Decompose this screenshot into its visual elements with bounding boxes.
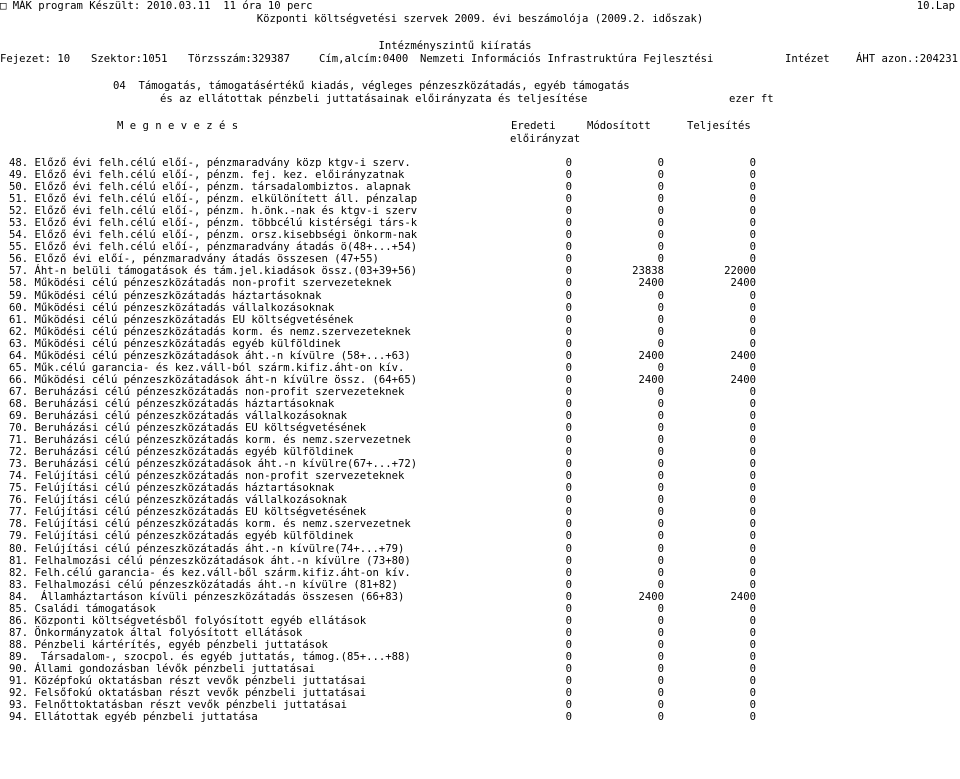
row-label: 56. Előző évi előí-, pénzmaradvány átadás összesen (47+55) [9, 253, 379, 266]
cim-label: Cím,alcím:0400 [319, 53, 409, 65]
teljesites-value: 0 [749, 434, 756, 447]
teljesites-value: 0 [749, 687, 756, 700]
teljesites-value: 0 [749, 518, 756, 531]
table-row [0, 241, 960, 253]
teljesites-value: 22000 [724, 265, 756, 278]
teljesites-value: 0 [749, 614, 756, 627]
modositott-value: 0 [657, 446, 664, 459]
eredeti-value: 0 [565, 602, 572, 615]
aht-azonosito: ÁHT azon.:204231 [855, 53, 958, 65]
eredeti-value: 0 [565, 422, 572, 435]
table-row [0, 265, 960, 277]
row-label: 75. Felújítási célú pénzeszközátadás háztartásoknak [9, 482, 335, 495]
row-label: 87. Önkormányzatok által folyósított ellátások [9, 626, 303, 639]
column-header-modositott-2: előirányzat [510, 133, 581, 145]
modositott-value: 0 [657, 687, 664, 700]
modositott-value: 0 [657, 229, 664, 242]
row-label: 93. Felnőttoktatásban részt vevők pénzbeli juttatásai [9, 699, 348, 712]
table-row [0, 711, 960, 723]
eredeti-value: 0 [565, 590, 572, 603]
row-label: 50. Előző évi felh.célú előí-, pénzm. társadalombiztos. alapnak [9, 181, 411, 194]
intezmeny-name: Nemzeti Információs Infrastruktúra Fejlesztési [420, 53, 714, 65]
eredeti-value: 0 [565, 241, 572, 254]
table-row [0, 374, 960, 386]
modositott-value: 0 [657, 614, 664, 627]
row-label: 71. Beruházási célú pénzeszközátadás korm. és nemz.szervezetnek [9, 434, 411, 447]
row-label: 77. Felújítási célú pénzeszközátadás EU költségvetésének [9, 506, 367, 519]
table-row [0, 530, 960, 542]
table-row [0, 615, 960, 627]
eredeti-value: 0 [565, 193, 572, 206]
eredeti-value: 0 [565, 470, 572, 483]
modositott-value: 0 [657, 301, 664, 314]
modositott-value: 0 [657, 361, 664, 374]
eredeti-value: 0 [565, 385, 572, 398]
table-row [0, 687, 960, 699]
modositott-value: 0 [657, 638, 664, 651]
eredeti-value: 0 [565, 482, 572, 495]
teljesites-value: 0 [749, 554, 756, 567]
teljesites-value: 0 [749, 361, 756, 374]
eredeti-value: 0 [565, 313, 572, 326]
teljesites-value: 0 [749, 482, 756, 495]
eredeti-value: 0 [565, 650, 572, 663]
modositott-value: 0 [657, 602, 664, 615]
teljesites-value: 0 [749, 422, 756, 435]
modositott-value: 2400 [638, 277, 664, 290]
table-row [0, 302, 960, 314]
modositott-value: 0 [657, 181, 664, 194]
modositott-value: 0 [657, 313, 664, 326]
eredeti-value: 0 [565, 675, 572, 688]
teljesites-value: 0 [749, 205, 756, 218]
table-row [0, 482, 960, 494]
teljesites-value: 0 [749, 711, 756, 724]
modositott-value: 0 [657, 241, 664, 254]
page-number: 10.Lap [916, 0, 955, 12]
modositott-value: 2400 [638, 590, 664, 603]
teljesites-value: 0 [749, 301, 756, 314]
row-label: 57. Áht-n belüli támogatások és tám.jel.kiadások össz.(03+39+56) [9, 265, 418, 278]
column-header-eredeti: Eredeti [511, 120, 556, 132]
teljesites-value: 0 [749, 181, 756, 194]
eredeti-value: 0 [565, 349, 572, 362]
modositott-value: 0 [657, 518, 664, 531]
row-label: 64. Működési célú pénzeszközátadások áht.-n kívülre (58+...+63) [9, 349, 411, 362]
modositott-value: 0 [657, 482, 664, 495]
teljesites-value: 0 [749, 385, 756, 398]
data-table [0, 157, 960, 723]
modositott-value: 0 [657, 530, 664, 543]
row-label: 65. Műk.célú garancia- és kez.váll-ból szárm.kifiz.áht-on kív. [9, 361, 405, 374]
teljesites-value: 0 [749, 229, 756, 242]
modositott-value: 2400 [638, 349, 664, 362]
eredeti-value: 0 [565, 542, 572, 555]
table-row [0, 169, 960, 181]
eredeti-value: 0 [565, 494, 572, 507]
row-label: 67. Beruházási célú pénzeszközátadás non-profit szervezeteknek [9, 385, 405, 398]
table-row [0, 157, 960, 169]
modositott-value: 0 [657, 578, 664, 591]
eredeti-value: 0 [565, 157, 572, 169]
table-row [0, 470, 960, 482]
eredeti-value: 0 [565, 662, 572, 675]
teljesites-value: 0 [749, 530, 756, 543]
column-header-modositott: Módosított [587, 120, 651, 132]
modositott-value: 0 [657, 253, 664, 266]
eredeti-value: 0 [565, 446, 572, 459]
table-row [0, 458, 960, 470]
modositott-value: 0 [657, 193, 664, 206]
teljesites-value: 0 [749, 169, 756, 182]
eredeti-value: 0 [565, 638, 572, 651]
eredeti-value: 0 [565, 253, 572, 266]
teljesites-value: 0 [749, 325, 756, 338]
table-row [0, 386, 960, 398]
modositott-value: 0 [657, 626, 664, 639]
row-label: 53. Előző évi felh.célú előí-, pénzm. többcélú kistérségi társ-k [9, 217, 418, 230]
eredeti-value: 0 [565, 205, 572, 218]
modositott-value: 0 [657, 675, 664, 688]
teljesites-value: 0 [749, 193, 756, 206]
teljesites-value: 0 [749, 638, 756, 651]
row-label: 69. Beruházási célú pénzeszközátadás vállalkozásoknak [9, 409, 348, 422]
report-subtitle: Intézményszintű kiíratás [378, 40, 532, 52]
table-row [0, 699, 960, 711]
table-row [0, 555, 960, 567]
row-label: 66. Működési célú pénzeszközátadások áht-n kívülre össz. (64+65) [9, 373, 418, 386]
eredeti-value: 0 [565, 554, 572, 567]
row-label: 74. Felújítási célú pénzeszközátadás non-profit szervezeteknek [9, 470, 405, 483]
modositott-value: 0 [657, 157, 664, 169]
table-row [0, 326, 960, 338]
teljesites-value: 2400 [730, 277, 756, 290]
table-row [0, 446, 960, 458]
table-row [0, 579, 960, 591]
eredeti-value: 0 [565, 566, 572, 579]
eredeti-value: 0 [565, 626, 572, 639]
table-row [0, 627, 960, 639]
row-label: 79. Felújítási célú pénzeszközátadás egyéb külföldinek [9, 530, 354, 543]
eredeti-value: 0 [565, 325, 572, 338]
modositott-value: 0 [657, 337, 664, 350]
eredeti-value: 0 [565, 699, 572, 712]
eredeti-value: 0 [565, 458, 572, 471]
modositott-value: 0 [657, 542, 664, 555]
table-row [0, 193, 960, 205]
modositott-value: 0 [657, 422, 664, 435]
intezet-label: Intézet [785, 53, 830, 65]
report-title: Központi költségvetési szervek 2009. évi beszámolója (2009.2. időszak) [256, 13, 704, 25]
table-row [0, 651, 960, 663]
teljesites-value: 0 [749, 253, 756, 266]
modositott-value: 0 [657, 385, 664, 398]
eredeti-value: 0 [565, 687, 572, 700]
modositott-value: 0 [657, 397, 664, 410]
table-row [0, 663, 960, 675]
eredeti-value: 0 [565, 614, 572, 627]
teljesites-value: 0 [749, 289, 756, 302]
row-label: 58. Működési célú pénzeszközátadás non-profit szervezeteknek [9, 277, 392, 290]
modositott-value: 0 [657, 409, 664, 422]
fejezet-label: Fejezet: 10 [0, 53, 71, 65]
row-label: 68. Beruházási célú pénzeszközátadás háztartásoknak [9, 397, 335, 410]
szektor-label: Szektor:1051 [91, 53, 168, 65]
table-row [0, 639, 960, 651]
eredeti-value: 0 [565, 337, 572, 350]
modositott-value: 0 [657, 325, 664, 338]
table-row [0, 422, 960, 434]
eredeti-value: 0 [565, 277, 572, 290]
eredeti-value: 0 [565, 711, 572, 724]
eredeti-value: 0 [565, 530, 572, 543]
teljesites-value: 0 [749, 397, 756, 410]
table-row [0, 494, 960, 506]
eredeti-value: 0 [565, 434, 572, 447]
modositott-value: 0 [657, 458, 664, 471]
modositott-value: 0 [657, 494, 664, 507]
row-label: 82. Felh.célú garancia- és kez.váll-ből szárm.kifiz.áht-on kív. [9, 566, 411, 579]
table-row [0, 362, 960, 374]
row-label: 63. Működési célú pénzeszközátadás egyéb külföldinek [9, 337, 341, 350]
table-row [0, 675, 960, 687]
section-title-line2: és az ellátottak pénzbeli juttatásainak előirányzata és teljesítése [160, 93, 588, 105]
table-row [0, 217, 960, 229]
row-label: 83. Felhalmozási célú pénzeszközátadás áht.-n kívülre (81+82) [9, 578, 399, 591]
table-row [0, 410, 960, 422]
row-label: 72. Beruházási célú pénzeszközátadás egyéb külföldinek [9, 446, 354, 459]
eredeti-value: 0 [565, 578, 572, 591]
table-row [0, 506, 960, 518]
row-label: 91. Középfokú oktatásban részt vevők pénzbeli juttatásai [9, 675, 367, 688]
table-row [0, 591, 960, 603]
teljesites-value: 0 [749, 578, 756, 591]
table-row [0, 398, 960, 410]
row-label: 54. Előző évi felh.célú előí-, pénzm. orsz.kisebbségi önkorm-nak [9, 229, 418, 242]
table-row [0, 567, 960, 579]
row-label: 94. Ellátottak egyéb pénzbeli juttatása [9, 711, 258, 724]
row-label: 90. Állami gondozásban lévők pénzbeli juttatásai [9, 662, 316, 675]
eredeti-value: 0 [565, 518, 572, 531]
modositott-value: 0 [657, 662, 664, 675]
eredeti-value: 0 [565, 409, 572, 422]
unit-label: ezer ft [729, 93, 774, 105]
modositott-value: 0 [657, 711, 664, 724]
teljesites-value: 0 [749, 699, 756, 712]
eredeti-value: 0 [565, 229, 572, 242]
table-row [0, 290, 960, 302]
row-label: 49. Előző évi felh.célú előí-, pénzm. fej. kez. előirányzatnak [9, 169, 405, 182]
eredeti-value: 0 [565, 506, 572, 519]
row-label: 89. Társadalom-, szocpol. és egyéb juttatás, támog.(85+...+88) [9, 650, 411, 663]
table-row [0, 434, 960, 446]
row-label: 86. Központi költségvetésből folyósított egyéb ellátások [9, 614, 367, 627]
modositott-value: 23838 [632, 265, 664, 278]
row-label: 88. Pénzbeli kártérítés, egyéb pénzbeli juttatások [9, 638, 328, 651]
eredeti-value: 0 [565, 397, 572, 410]
teljesites-value: 0 [749, 662, 756, 675]
teljesites-value: 0 [749, 313, 756, 326]
torzsszam-label: Törzsszám:329387 [188, 53, 291, 65]
row-label: 59. Működési célú pénzeszközátadás háztartásoknak [9, 289, 322, 302]
teljesites-value: 0 [749, 409, 756, 422]
section-title-line1: 04 Támogatás, támogatásértékű kiadás, végleges pénzeszközátadás, egyéb támogatás [113, 80, 630, 92]
table-row [0, 338, 960, 350]
row-label: 81. Felhalmozási célú pénzeszközátadások áht.-n kívülre (73+80) [9, 554, 411, 567]
eredeti-value: 0 [565, 265, 572, 278]
teljesites-value: 0 [749, 566, 756, 579]
modositott-value: 0 [657, 554, 664, 567]
eredeti-value: 0 [565, 361, 572, 374]
teljesites-value: 0 [749, 337, 756, 350]
modositott-value: 0 [657, 434, 664, 447]
row-label: 70. Beruházási célú pénzeszközátadás EU költségvetésének [9, 422, 367, 435]
teljesites-value: 0 [749, 675, 756, 688]
teljesites-value: 0 [749, 157, 756, 169]
row-label: 80. Felújítási célú pénzeszközátadás áht.-n kívülre(74+...+79) [9, 542, 405, 555]
teljesites-value: 0 [749, 626, 756, 639]
teljesites-value: 0 [749, 458, 756, 471]
teljesites-value: 2400 [730, 349, 756, 362]
teljesites-value: 0 [749, 650, 756, 663]
eredeti-value: 0 [565, 289, 572, 302]
modositott-value: 0 [657, 650, 664, 663]
table-row [0, 253, 960, 265]
row-label: 78. Felújítási célú pénzeszközátadás korm. és nemz.szervezetnek [9, 518, 411, 531]
table-row [0, 181, 960, 193]
eredeti-value: 0 [565, 169, 572, 182]
row-label: 55. Előző évi felh.célú előí-, pénzmaradvány átadás ö(48+...+54) [9, 241, 418, 254]
row-label: 73. Beruházási célú pénzeszközátadások áht.-n kívülre(67+...+72) [9, 458, 418, 471]
modositott-value: 2400 [638, 373, 664, 386]
eredeti-value: 0 [565, 373, 572, 386]
row-label: 60. Működési célú pénzeszközátadás vállalkozásoknak [9, 301, 335, 314]
row-label: 76. Felújítási célú pénzeszközátadás vállalkozásoknak [9, 494, 348, 507]
modositott-value: 0 [657, 566, 664, 579]
row-label: 92. Felsőfokú oktatásban részt vevők pénzbeli juttatásai [9, 687, 367, 700]
modositott-value: 0 [657, 506, 664, 519]
table-row [0, 205, 960, 217]
eredeti-value: 0 [565, 301, 572, 314]
table-row [0, 350, 960, 362]
row-label: 61. Működési célú pénzeszközátadás EU költségvetésének [9, 313, 354, 326]
teljesites-value: 0 [749, 217, 756, 230]
modositott-value: 0 [657, 470, 664, 483]
table-row [0, 314, 960, 326]
row-label: 84. Államháztartáson kívüli pénzeszközátadás összesen (66+83) [9, 590, 405, 603]
table-row [0, 277, 960, 289]
teljesites-value: 2400 [730, 373, 756, 386]
table-row [0, 543, 960, 555]
row-label: 85. Családi támogatások [9, 602, 156, 615]
teljesites-value: 2400 [730, 590, 756, 603]
teljesites-value: 0 [749, 494, 756, 507]
teljesites-value: 0 [749, 241, 756, 254]
teljesites-value: 0 [749, 542, 756, 555]
eredeti-value: 0 [565, 181, 572, 194]
table-row [0, 229, 960, 241]
row-label: 62. Működési célú pénzeszközátadás korm. és nemz.szervezeteknek [9, 325, 411, 338]
row-label: 51. Előző évi felh.célú előí-, pénzm. elkülönített áll. pénzalap [9, 193, 418, 206]
program-info: □ MÁK program Készült: 2010.03.11 11 óra 10 perc [0, 0, 313, 12]
modositott-value: 0 [657, 217, 664, 230]
teljesites-value: 0 [749, 506, 756, 519]
modositott-value: 0 [657, 169, 664, 182]
modositott-value: 0 [657, 699, 664, 712]
modositott-value: 0 [657, 289, 664, 302]
table-row [0, 518, 960, 530]
row-label: 52. Előző évi felh.célú előí-, pénzm. h.önk.-nak és ktgv-i szerv [9, 205, 418, 218]
modositott-value: 0 [657, 205, 664, 218]
eredeti-value: 0 [565, 217, 572, 230]
teljesites-value: 0 [749, 470, 756, 483]
column-header-name: M e g n e v e z é s [117, 120, 239, 132]
table-row [0, 603, 960, 615]
row-label: 48. Előző évi felh.célú előí-, pénzmaradvány közp ktgv-i szerv. [9, 157, 411, 169]
teljesites-value: 0 [749, 602, 756, 615]
teljesites-value: 0 [749, 446, 756, 459]
column-header-teljesites: Teljesítés [687, 120, 751, 132]
